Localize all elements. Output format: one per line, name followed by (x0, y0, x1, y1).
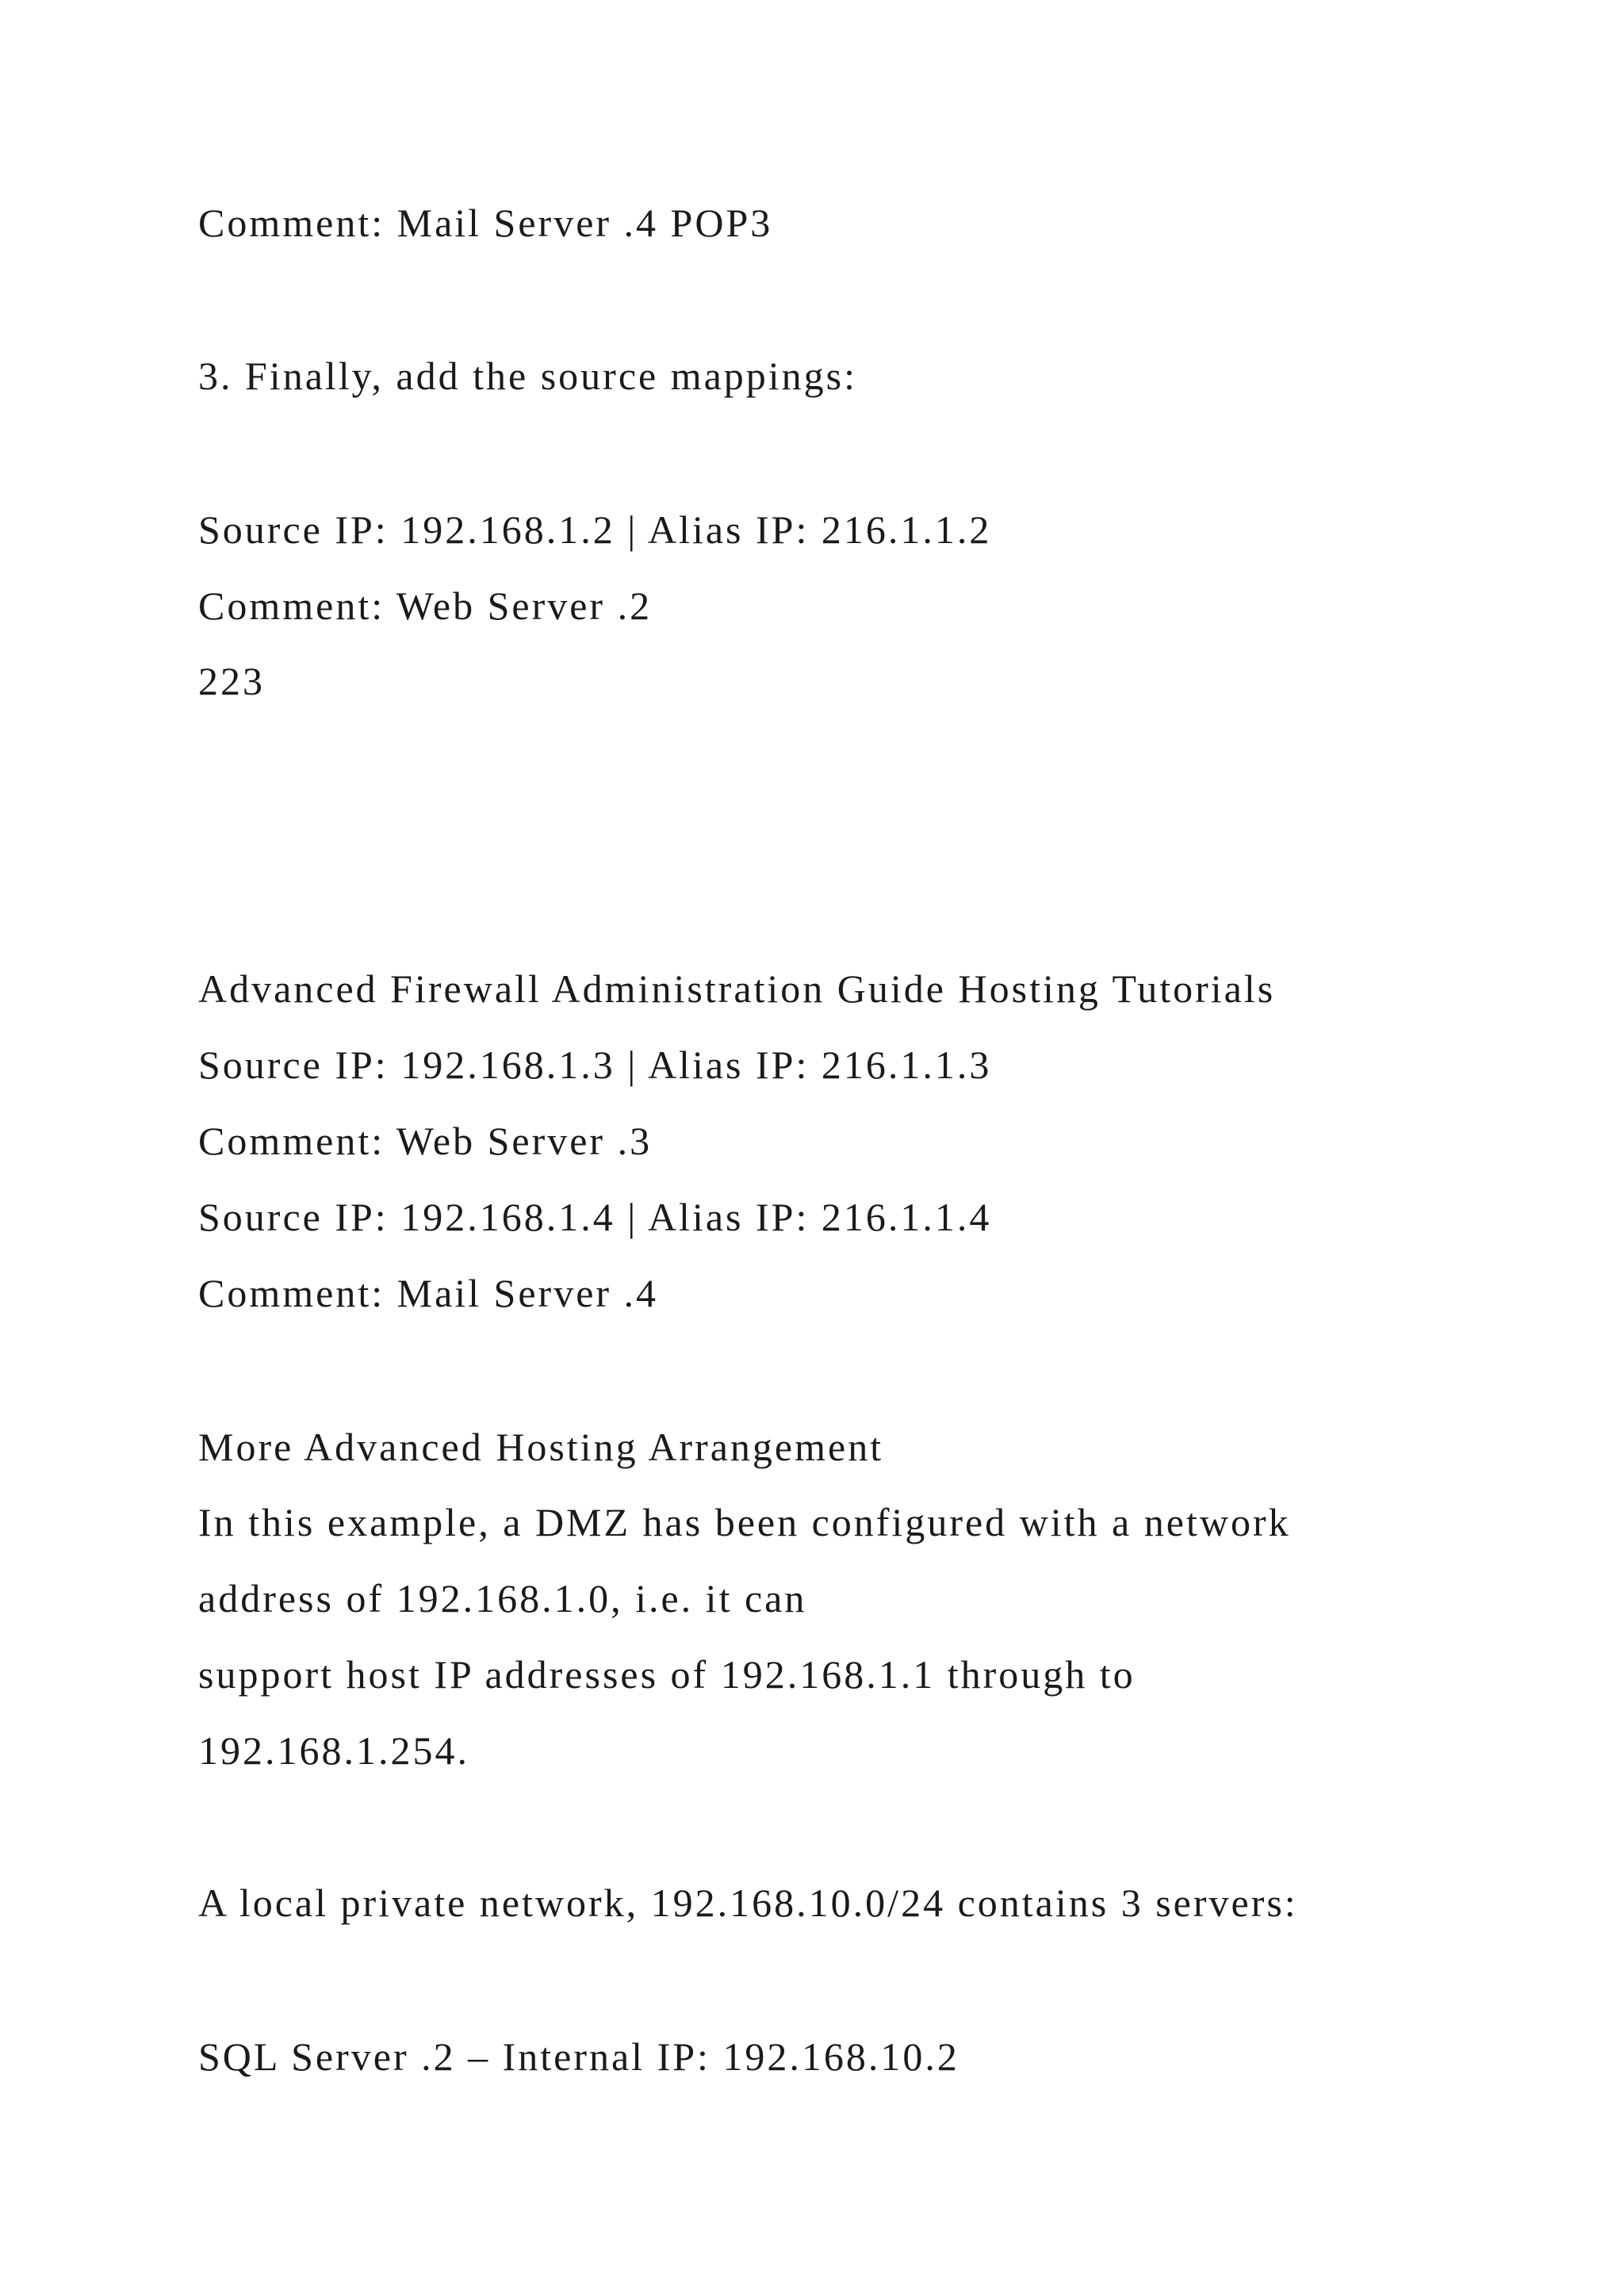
text-line: support host IP addresses of 192.168.1.1 through to (198, 1652, 1136, 1697)
text-line: 192.168.1.254. (198, 1728, 469, 1773)
running-header: Advanced Firewall Administration Guide Hosting Tutorials (198, 966, 1276, 1011)
text-line: SQL Server .2 – Internal IP: 192.168.10.2 (198, 2034, 959, 2079)
text-line: Source IP: 192.168.1.2 | Alias IP: 216.1.1.2 (198, 507, 992, 552)
text-line: 3. Finally, add the source mappings: (198, 354, 858, 398)
text-line: Comment: Web Server .2 (198, 584, 653, 628)
page-number: 223 (198, 659, 265, 703)
text-line: Comment: Web Server .3 (198, 1119, 653, 1163)
section-heading: More Advanced Hosting Arrangement (198, 1425, 884, 1469)
text-line: Comment: Mail Server .4 POP3 (198, 201, 773, 245)
text-line: address of 192.168.1.0, i.e. it can (198, 1576, 807, 1621)
text-line: In this example, a DMZ has been configured with a network (198, 1500, 1291, 1544)
text-line: Comment: Mail Server .4 (198, 1271, 659, 1315)
text-line: Source IP: 192.168.1.4 | Alias IP: 216.1.1.4 (198, 1195, 992, 1239)
text-line: A local private network, 192.168.10.0/24 contains 3 servers: (198, 1881, 1298, 1925)
text-line: Source IP: 192.168.1.3 | Alias IP: 216.1.1.3 (198, 1043, 992, 1087)
